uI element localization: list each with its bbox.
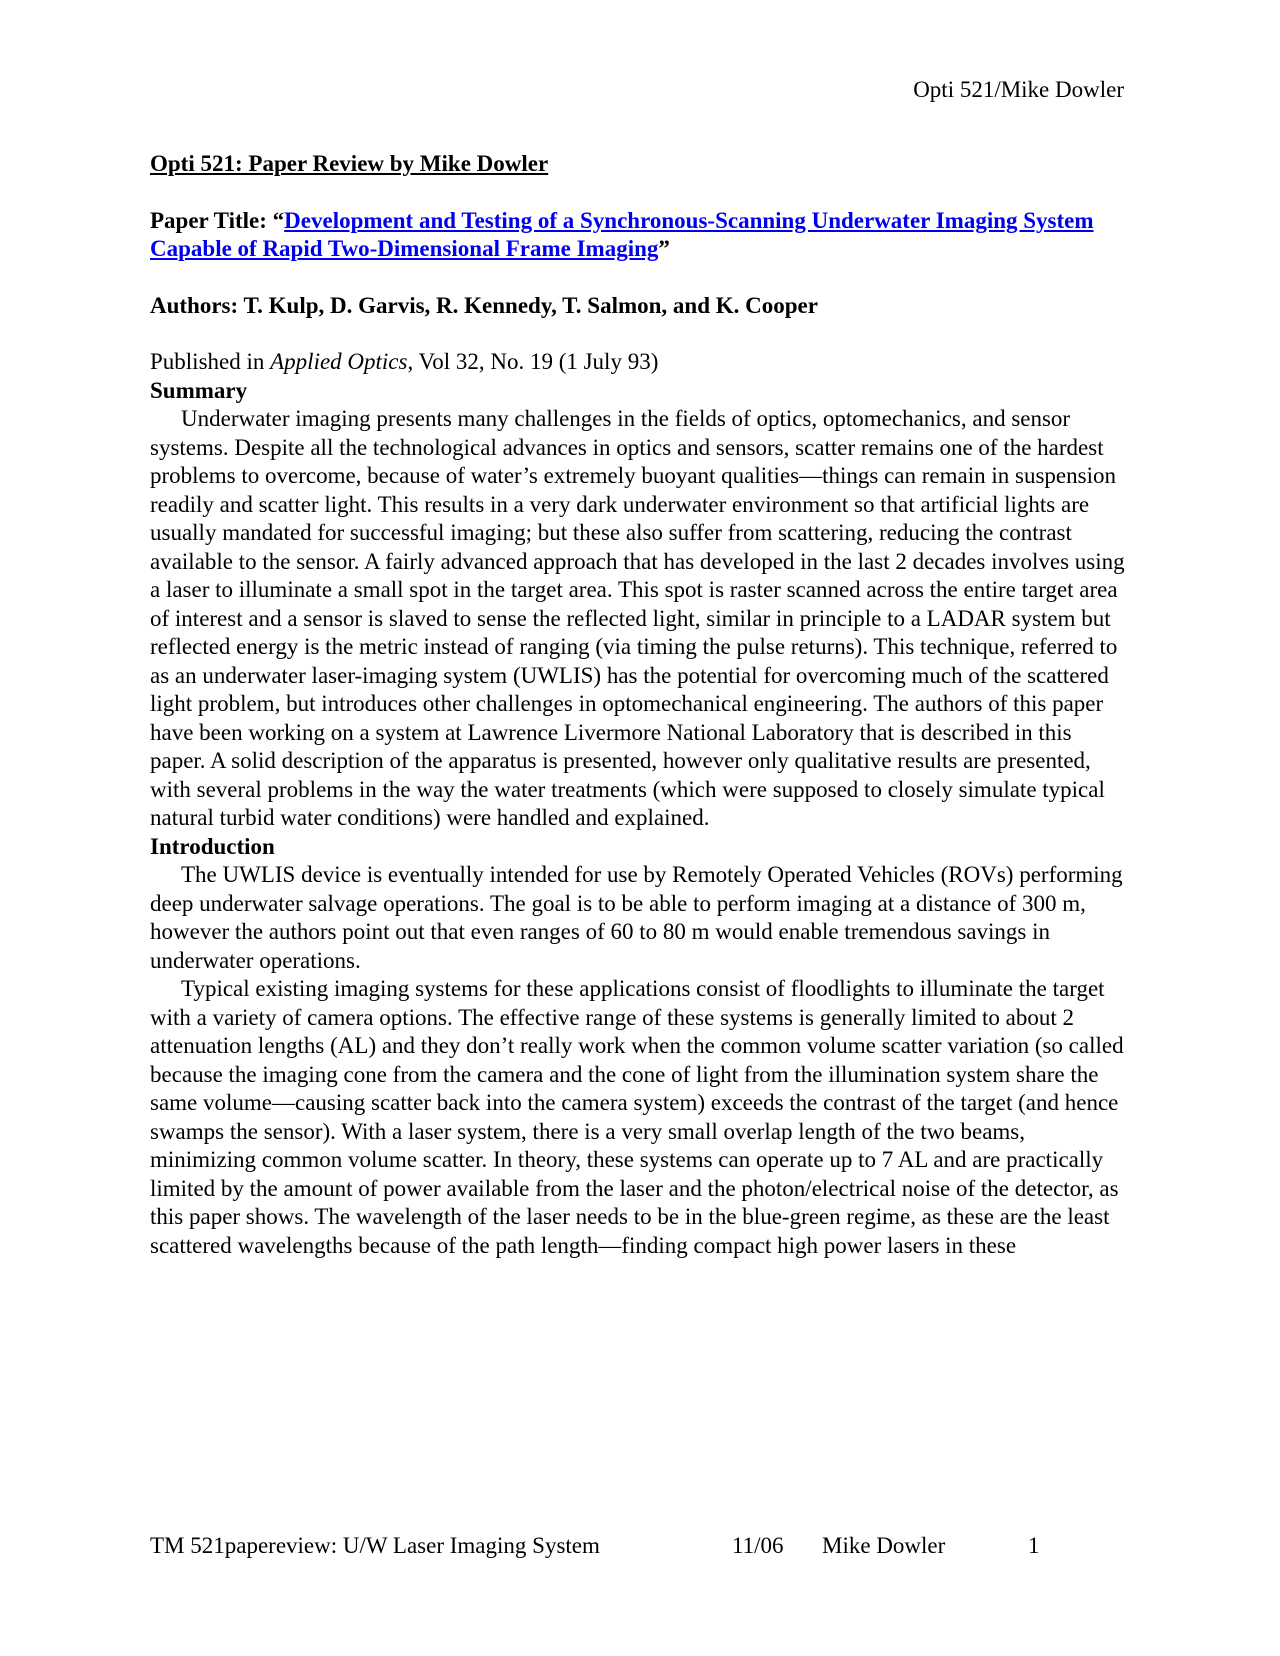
paper-title-close-quote: ”: [658, 236, 670, 261]
footer-date: 11/06: [732, 1533, 784, 1558]
introduction-heading: Introduction: [150, 833, 275, 859]
document-body: [150, 150, 1130, 1260]
paper-title-line: [150, 207, 1130, 264]
page-footer: [150, 1532, 1130, 1562]
paper-title-label: Paper Title: “: [150, 207, 285, 233]
summary-paragraph: Underwater imaging presents many challenges in the fields of optics, optomechanics, and sensor systems. Despite all the technological advances in optics and sensors, scatter remains one of the hardest problems to overcome, because of water’s extremely buoyant qualities—things can remain in suspension readily and scatter light. This results in a very dark underwater environment so that artificial lights are usually mandated for successful imaging; but these also suffer from scattering, reducing the contrast available to the sensor. A fairly advanced approach that has developed in the last 2 decades involves using a laser to illuminate a small spot in the target area. This spot is raster scanned across the entire target area of interest and a sensor is slaved to sense the reflected light, similar in principle to a LADAR system but reflected energy is the metric instead of ranging (via timing the pulse returns). This technique, referred to as an underwater laser-imaging system (UWLIS) has the potential for overcoming much of the scattered light problem, but introduces other challenges in optomechanical engineering. The authors of this paper have been working on a system at Lawrence Livermore National Laboratory that is described in this paper. A solid description of the apparatus is presented, however only qualitative results are presented, with several problems in the way the water treatments (which were supposed to closely simulate typical natural turbid water conditions) were handled and explained.: [150, 406, 1125, 830]
footer-doc-label: TM 521papereview: U/W Laser Imaging System: [150, 1533, 600, 1558]
publication-line: [150, 348, 1130, 377]
footer-page-number: 1: [1028, 1533, 1040, 1558]
footer-author: Mike Dowler: [822, 1533, 946, 1558]
published-suffix: , Vol 32, No. 19 (1 July 93): [407, 349, 659, 374]
journal-name: Applied Optics: [270, 349, 408, 374]
paper-title-link[interactable]: Development and Testing of a Synchronous-Scanning Underwater Imaging System Capable of Rapid Two-Dimensional Frame Imaging: [150, 207, 1094, 261]
authors-line: Authors: T. Kulp, D. Garvis, R. Kennedy, T. Salmon, and K. Cooper: [150, 292, 818, 318]
document-title: Opti 521: Paper Review by Mike Dowler: [150, 151, 549, 176]
introduction-paragraph-2: Typical existing imaging systems for these applications consist of floodlights to illuminate the target with a variety of camera options. The effective range of these systems is generally limited to about 2 attenuation lengths (AL) and they don’t really work when the common volume scatter variation (so called because the imaging cone from the camera and the cone of light from the illumination system share the same volume—causing scatter back into the camera system) exceeds the contrast of the target (and hence swamps the sensor). With a laser system, there is a very small overlap length of the two beams, minimizing common volume scatter. In theory, these systems can operate up to 7 AL and are practically limited by the amount of power available from the laser and the photon/electrical noise of the detector, as this paper shows. The wavelength of the laser needs to be in the blue-green regime, as these are the least scattered wavelengths because of the path length—finding compact high power lasers in these: [150, 976, 1124, 1258]
running-header: Opti 521/Mike Dowler: [913, 77, 1124, 102]
summary-heading: Summary: [150, 377, 248, 403]
introduction-paragraph-1: The UWLIS device is eventually intended for use by Remotely Operated Vehicles (ROVs) performing deep underwater salvage operations. The goal is to be able to perform imaging at a distance of 300 m, however the authors point out that even ranges of 60 to 80 m would enable tremendous savings in underwater operations.: [150, 862, 1123, 973]
published-prefix: Published in: [150, 349, 271, 374]
